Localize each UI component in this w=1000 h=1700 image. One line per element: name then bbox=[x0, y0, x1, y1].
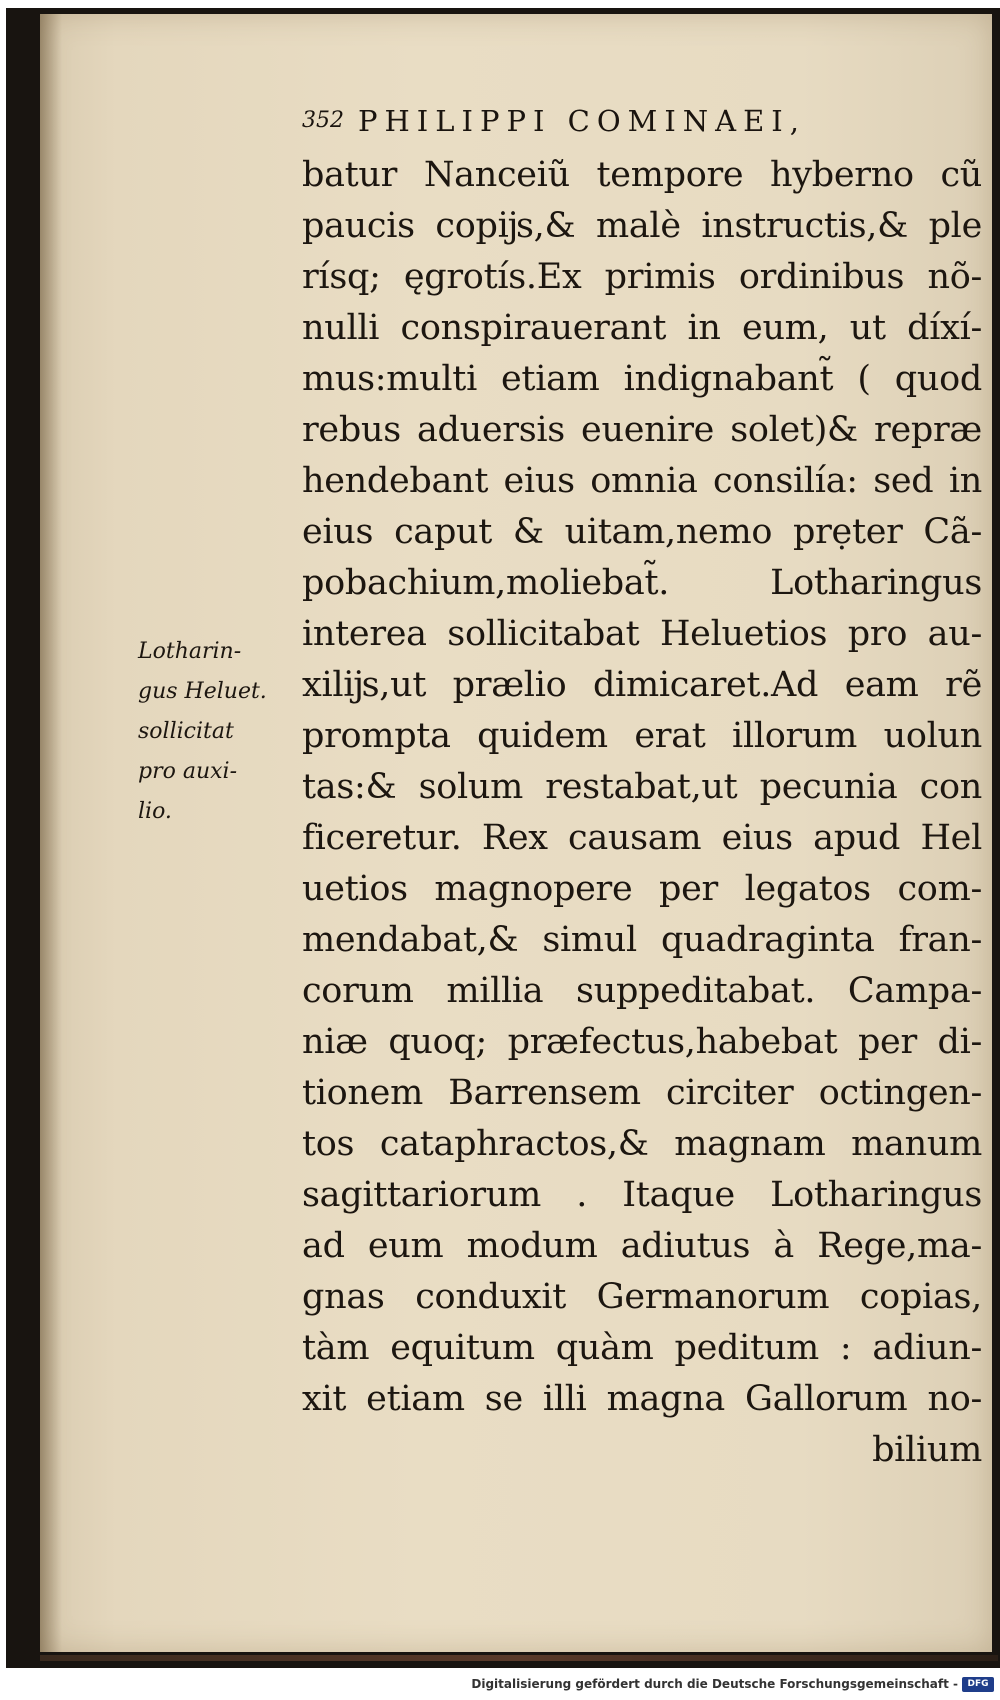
text-line: batur Nanceiũ tempore hyberno cũ bbox=[302, 155, 982, 195]
text-line: ad eum modum adiutus à Rege,ma- bbox=[302, 1226, 982, 1266]
funding-credit: Digitalisierung gefördert durch die Deutsche Forschungsgemeinschaft - bbox=[471, 1677, 958, 1691]
text-line: tionem Barrensem circiter octingen- bbox=[302, 1073, 982, 1113]
text-line: gnas conduxit Germanorum copias, bbox=[302, 1277, 982, 1317]
marginal-note-line: Lotharin- bbox=[138, 639, 242, 664]
text-line: tàm equitum quàm peditum : adiun- bbox=[302, 1328, 982, 1368]
text-line: interea sollicitabat Heluetios pro au- bbox=[302, 614, 982, 654]
marginal-note-line: gus Heluet. bbox=[138, 679, 267, 704]
text-line: uetios magnopere per legatos com- bbox=[302, 869, 982, 909]
dfg-logo: DFG bbox=[962, 1677, 994, 1692]
footer-bar bbox=[0, 1675, 1000, 1697]
body-text bbox=[302, 150, 982, 1476]
text-line: xit etiam se illi magna Gallorum no- bbox=[302, 1379, 982, 1419]
text-line: niæ quoq; præfectus,habebat per di- bbox=[302, 1022, 982, 1062]
text-line: mus:multi etiam indignabant̃ ( quod bbox=[302, 359, 982, 399]
page-bottom-edge bbox=[40, 1655, 998, 1661]
text-line: bilium bbox=[872, 1430, 982, 1470]
marginal-note-line: pro auxi- bbox=[138, 759, 237, 784]
page-number: 352 bbox=[302, 108, 344, 133]
running-head: PHILIPPI COMINAEI, bbox=[358, 104, 806, 138]
text-line: eius caput & uitam,nemo prẹter Cã- bbox=[302, 512, 982, 552]
text-line: tas:& solum restabat,ut pecunia con bbox=[302, 767, 982, 807]
text-line: xilĳs,ut prælio dimicaret.Ad eam rẽ bbox=[302, 665, 982, 705]
text-line: paucis copĳs,& malè instructis,& ple bbox=[302, 206, 982, 246]
text-line: hendebant eius omnia consilía: sed in bbox=[302, 461, 982, 501]
text-line: sagittariorum . Itaque Lotharingus bbox=[302, 1175, 982, 1215]
text-line: mendabat,& simul quadraginta fran- bbox=[302, 920, 982, 960]
text-line: tos cataphractos,& magnam manum bbox=[302, 1124, 982, 1164]
text-line: rebus aduersis euenire solet)& repræ bbox=[302, 410, 982, 450]
gutter-shadow bbox=[40, 14, 62, 1652]
marginal-note bbox=[138, 632, 298, 832]
text-line: ficeretur. Rex causam eius apud Hel bbox=[302, 818, 982, 858]
text-line: pobachium,moliebat̃. Lotharingus bbox=[302, 563, 982, 603]
text-line: nulli conspirauerant in eum, ut díxí- bbox=[302, 308, 982, 348]
text-line: corum millia suppeditabat. Campa- bbox=[302, 971, 982, 1011]
text-line: rísq; ęgrotís.Ex primis ordinibus nõ- bbox=[302, 257, 982, 297]
text-line: prompta quidem erat illorum uolun bbox=[302, 716, 982, 756]
marginal-note-line: lio. bbox=[138, 799, 172, 824]
marginal-note-line: sollicitat bbox=[138, 719, 234, 744]
page-header bbox=[302, 100, 922, 144]
